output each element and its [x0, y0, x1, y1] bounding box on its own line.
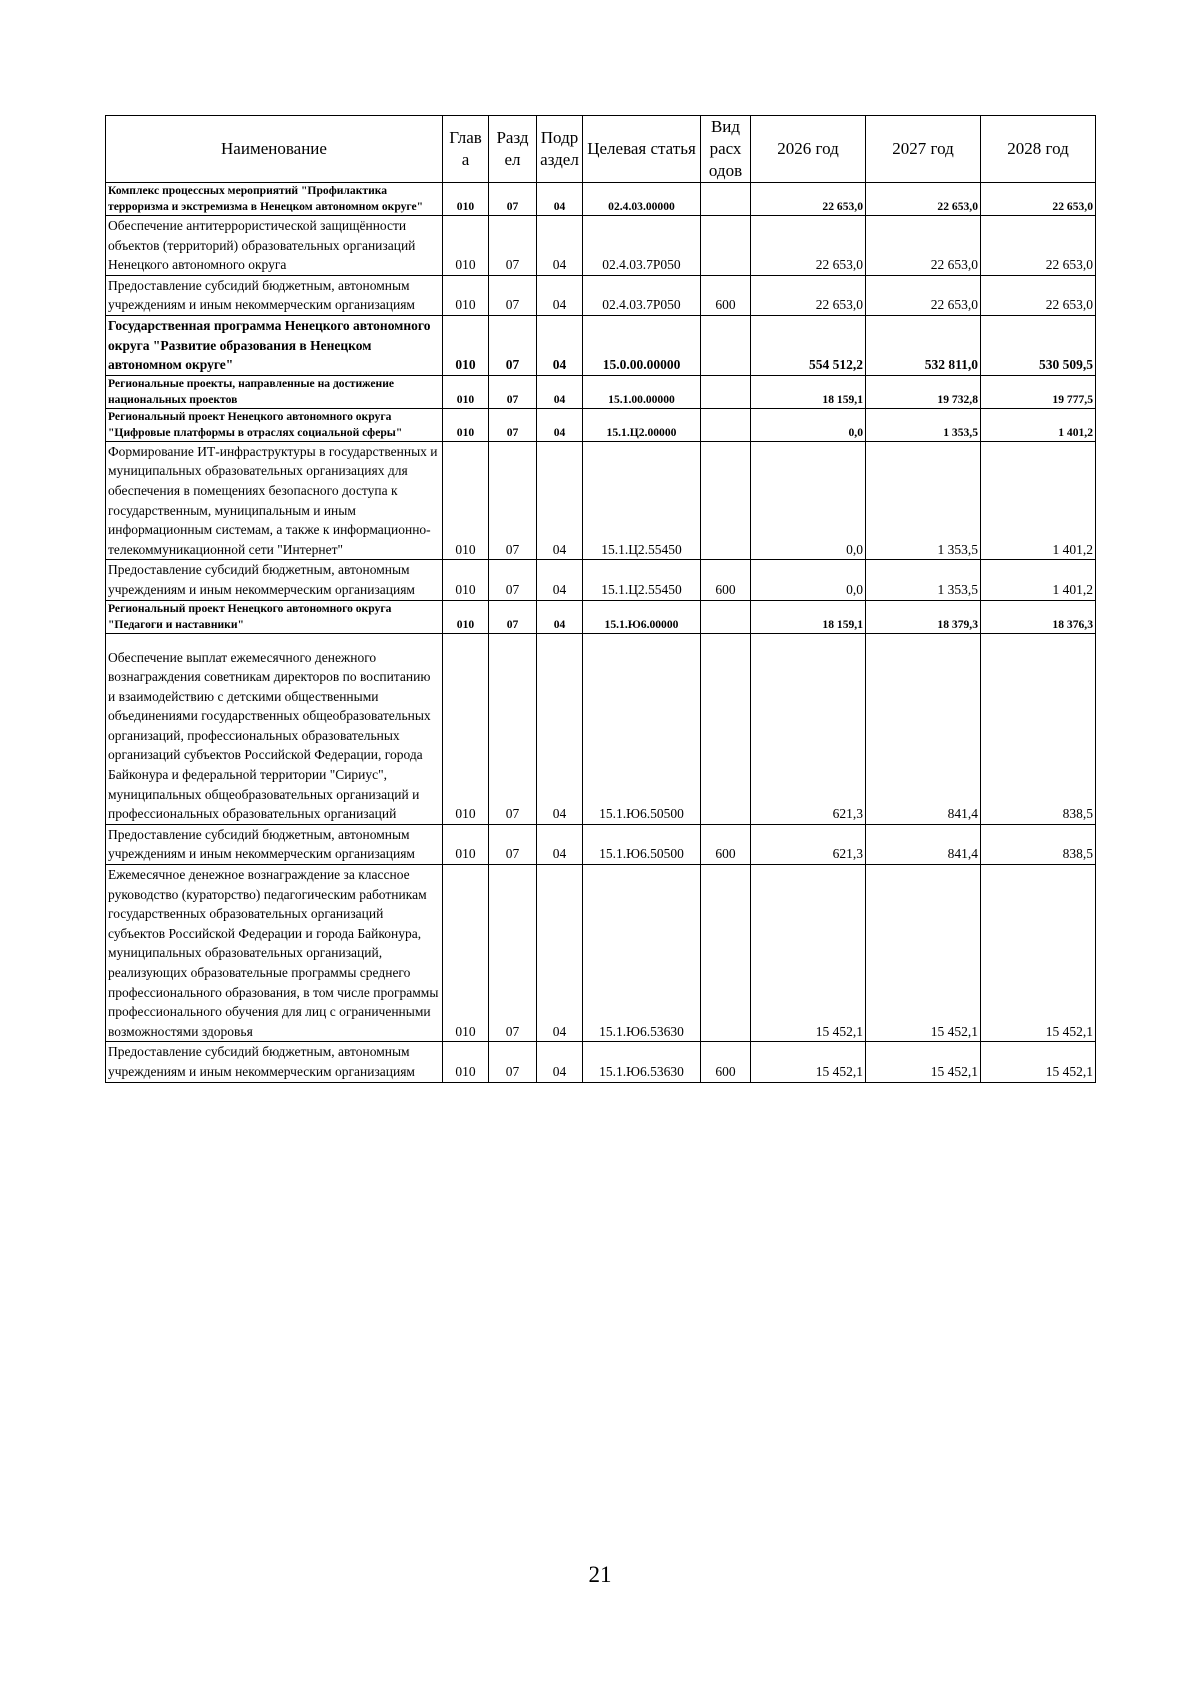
row-celevaya: 15.1.Ц2.55450	[583, 560, 701, 600]
row-2028: 15 452,1	[981, 865, 1096, 1042]
row-vid: 600	[701, 1042, 751, 1082]
row-2028: 22 653,0	[981, 216, 1096, 276]
row-podrazdel: 04	[537, 408, 583, 441]
header-row	[106, 116, 1096, 183]
row-razdel: 07	[489, 315, 537, 375]
row-name: Региональный проект Ненецкого автономного округа "Цифровые платформы в отраслях социальной сферы"	[106, 408, 443, 441]
row-razdel: 07	[489, 375, 537, 408]
table-row	[106, 633, 1096, 824]
row-2027: 1 353,5	[866, 408, 981, 441]
row-glava: 010	[443, 275, 489, 315]
row-razdel: 07	[489, 633, 537, 824]
row-podrazdel: 04	[537, 1042, 583, 1082]
row-podrazdel: 04	[537, 375, 583, 408]
row-podrazdel: 04	[537, 600, 583, 633]
row-2026: 0,0	[751, 408, 866, 441]
header-podrazdel: Подр аздел	[537, 116, 583, 183]
row-glava: 010	[443, 633, 489, 824]
row-name: Обеспечение антитеррористической защищённости объектов (территорий) образовательных организаций Ненецкого автономного округа	[106, 216, 443, 276]
row-glava: 010	[443, 600, 489, 633]
row-name: Государственная программа Ненецкого автономного округа "Развитие образования в Ненецком автономном округе"	[106, 315, 443, 375]
row-2028: 18 376,3	[981, 600, 1096, 633]
row-2028: 1 401,2	[981, 408, 1096, 441]
row-2027: 532 811,0	[866, 315, 981, 375]
row-razdel: 07	[489, 275, 537, 315]
table-row	[106, 183, 1096, 216]
row-vid	[701, 183, 751, 216]
header-name: Наименование	[106, 116, 443, 183]
row-name: Предоставление субсидий бюджетным, автономным учреждениям и иным некоммерческим организациям	[106, 275, 443, 315]
row-celevaya: 15.1.Ю6.00000	[583, 600, 701, 633]
row-vid: 600	[701, 824, 751, 864]
row-name: Комплекс процессных мероприятий "Профилактика терроризма и экстремизма в Ненецком автономном округе"	[106, 183, 443, 216]
row-vid	[701, 408, 751, 441]
row-celevaya: 15.1.Ю6.50500	[583, 633, 701, 824]
row-glava: 010	[443, 824, 489, 864]
row-vid	[701, 441, 751, 560]
row-2027: 1 353,5	[866, 560, 981, 600]
row-glava: 010	[443, 315, 489, 375]
row-podrazdel: 04	[537, 633, 583, 824]
row-podrazdel: 04	[537, 865, 583, 1042]
row-2027: 22 653,0	[866, 183, 981, 216]
row-celevaya: 15.1.Ю6.53630	[583, 1042, 701, 1082]
header-2026: 2026 год	[751, 116, 866, 183]
row-podrazdel: 04	[537, 824, 583, 864]
row-razdel: 07	[489, 824, 537, 864]
row-celevaya: 02.4.03.00000	[583, 183, 701, 216]
row-vid: 600	[701, 560, 751, 600]
row-2028: 22 653,0	[981, 275, 1096, 315]
header-2027: 2027 год	[866, 116, 981, 183]
row-vid: 600	[701, 275, 751, 315]
row-glava: 010	[443, 183, 489, 216]
row-2028: 19 777,5	[981, 375, 1096, 408]
row-glava: 010	[443, 441, 489, 560]
row-name: Предоставление субсидий бюджетным, автономным учреждениям и иным некоммерческим организациям	[106, 560, 443, 600]
table-row	[106, 824, 1096, 864]
row-glava: 010	[443, 408, 489, 441]
row-name: Региональный проект Ненецкого автономного округа "Педагоги и наставники"	[106, 600, 443, 633]
row-razdel: 07	[489, 865, 537, 1042]
header-razdel: Разд ел	[489, 116, 537, 183]
row-2027: 15 452,1	[866, 1042, 981, 1082]
row-2027: 22 653,0	[866, 275, 981, 315]
row-vid	[701, 865, 751, 1042]
row-2027: 15 452,1	[866, 865, 981, 1042]
row-2028: 530 509,5	[981, 315, 1096, 375]
row-name: Формирование ИТ-инфраструктуры в государственных и муниципальных образовательных организациях для обеспечения в помещениях безопасного доступа к государственным, муниципальным и иным информационным системам, а также к информационно-телекоммуникационной сети "Интернет"	[106, 441, 443, 560]
row-podrazdel: 04	[537, 441, 583, 560]
row-podrazdel: 04	[537, 183, 583, 216]
row-razdel: 07	[489, 1042, 537, 1082]
header-celevaya: Целевая статья	[583, 116, 701, 183]
table-row	[106, 315, 1096, 375]
table-row	[106, 560, 1096, 600]
table-row	[106, 408, 1096, 441]
row-2027: 841,4	[866, 633, 981, 824]
row-2026: 15 452,1	[751, 865, 866, 1042]
row-vid	[701, 315, 751, 375]
row-glava: 010	[443, 375, 489, 408]
row-glava: 010	[443, 216, 489, 276]
row-razdel: 07	[489, 560, 537, 600]
table-row	[106, 1042, 1096, 1082]
row-name: Обеспечение выплат ежемесячного денежного вознаграждения советникам директоров по воспитанию и взаимодействию с детскими общественными объединениями государственных общеобразовательных организаций, профессиональных образовательных организаций субъектов Российской Федерации, города Байконура и федеральной территории "Сириус", муниципальных общеобразовательных организаций и профессиональных образовательных организаций	[106, 633, 443, 824]
row-2027: 18 379,3	[866, 600, 981, 633]
row-2027: 841,4	[866, 824, 981, 864]
row-2026: 22 653,0	[751, 275, 866, 315]
table-row	[106, 375, 1096, 408]
row-2028: 22 653,0	[981, 183, 1096, 216]
row-2028: 1 401,2	[981, 560, 1096, 600]
row-2026: 621,3	[751, 824, 866, 864]
row-podrazdel: 04	[537, 216, 583, 276]
row-razdel: 07	[489, 600, 537, 633]
row-celevaya: 15.1.Ю6.50500	[583, 824, 701, 864]
row-celevaya: 15.1.Ц2.55450	[583, 441, 701, 560]
row-2026: 22 653,0	[751, 183, 866, 216]
row-razdel: 07	[489, 408, 537, 441]
row-glava: 010	[443, 560, 489, 600]
header-vid: Вид расх одов	[701, 116, 751, 183]
row-2028: 838,5	[981, 824, 1096, 864]
row-glava: 010	[443, 865, 489, 1042]
row-razdel: 07	[489, 441, 537, 560]
row-celevaya: 02.4.03.7Р050	[583, 216, 701, 276]
row-celevaya: 15.1.Ц2.00000	[583, 408, 701, 441]
row-vid	[701, 633, 751, 824]
row-2026: 15 452,1	[751, 1042, 866, 1082]
row-name: Предоставление субсидий бюджетным, автономным учреждениям и иным некоммерческим организациям	[106, 824, 443, 864]
row-glava: 010	[443, 1042, 489, 1082]
row-2027: 1 353,5	[866, 441, 981, 560]
row-2026: 554 512,2	[751, 315, 866, 375]
row-name: Региональные проекты, направленные на достижение национальных проектов	[106, 375, 443, 408]
row-podrazdel: 04	[537, 275, 583, 315]
table-row	[106, 865, 1096, 1042]
row-name: Ежемесячное денежное вознаграждение за классное руководство (кураторство) педагогическим работникам государственных образовательных организаций субъектов Российской Федерации и города Байконура, муниципальных образовательных организаций, реализующих образовательные программы среднего профессионального образования, в том числе программы профессионального обучения для лиц с ограниченными возможностями здоровья	[106, 865, 443, 1042]
row-vid	[701, 600, 751, 633]
table-row	[106, 216, 1096, 276]
row-2026: 0,0	[751, 560, 866, 600]
row-2026: 18 159,1	[751, 375, 866, 408]
row-2027: 19 732,8	[866, 375, 981, 408]
row-2028: 838,5	[981, 633, 1096, 824]
row-celevaya: 15.1.00.00000	[583, 375, 701, 408]
header-glava: Глав а	[443, 116, 489, 183]
row-vid	[701, 375, 751, 408]
row-razdel: 07	[489, 183, 537, 216]
table-row	[106, 441, 1096, 560]
row-2026: 621,3	[751, 633, 866, 824]
table-row	[106, 600, 1096, 633]
row-2026: 18 159,1	[751, 600, 866, 633]
row-name: Предоставление субсидий бюджетным, автономным учреждениям и иным некоммерческим организациям	[106, 1042, 443, 1082]
row-podrazdel: 04	[537, 560, 583, 600]
row-2028: 1 401,2	[981, 441, 1096, 560]
row-celevaya: 02.4.03.7Р050	[583, 275, 701, 315]
header-2028: 2028 год	[981, 116, 1096, 183]
row-razdel: 07	[489, 216, 537, 276]
row-2028: 15 452,1	[981, 1042, 1096, 1082]
row-celevaya: 15.1.Ю6.53630	[583, 865, 701, 1042]
budget-table	[105, 115, 1096, 1083]
row-2026: 0,0	[751, 441, 866, 560]
row-vid	[701, 216, 751, 276]
row-2026: 22 653,0	[751, 216, 866, 276]
page-number: 21	[588, 1562, 612, 1587]
row-podrazdel: 04	[537, 315, 583, 375]
row-2027: 22 653,0	[866, 216, 981, 276]
row-celevaya: 15.0.00.00000	[583, 315, 701, 375]
table-row	[106, 275, 1096, 315]
